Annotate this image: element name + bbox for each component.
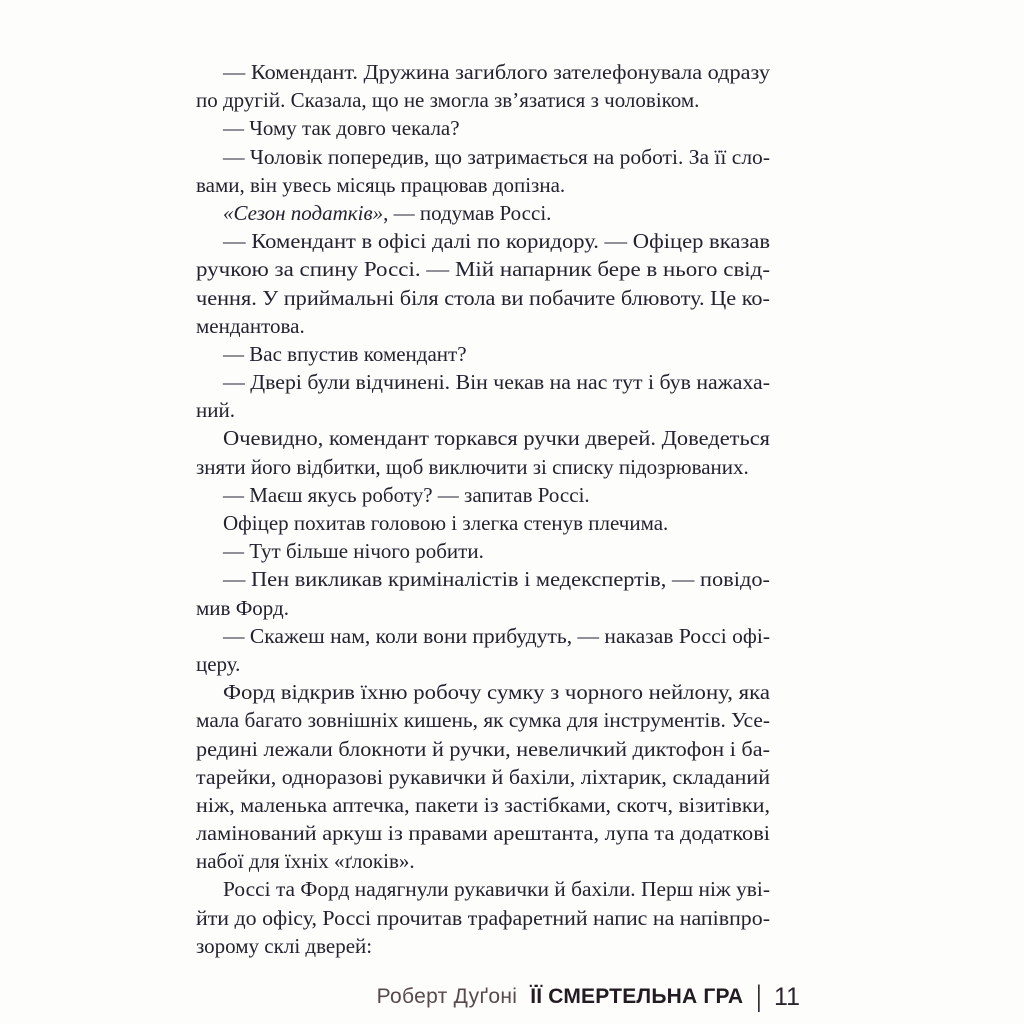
text-segment: набої для їхніх «ґлоків». [196, 849, 415, 874]
footer-book-title: ЇЇ СМЕРТЕЛЬНА ГРА [530, 985, 744, 1008]
italic-text-segment: «Сезон податків» [223, 200, 384, 225]
text-segment: редині лежали блокноти й ручки, невеличкий диктофон і ба- [196, 736, 770, 761]
text-line [196, 340, 770, 368]
text-line [196, 678, 770, 706]
text-line [196, 424, 770, 452]
text-segment: — Комендант. Дружина загиблого зателефонувала одразу [223, 60, 770, 84]
paragraph [196, 114, 770, 142]
paragraph [196, 565, 770, 621]
text-line [196, 368, 770, 396]
text-line [196, 819, 770, 847]
text-segment: мендантова. [196, 313, 305, 338]
text-segment: — Пен викликав криміналістів і медекспертів, — повідо- [223, 567, 770, 592]
text-segment: — Маєш якусь роботу? — запитав Россі. [223, 482, 590, 507]
text-segment: вами, він увесь місяць працював допізна. [196, 172, 566, 197]
text-segment: Россі та Форд надягнули рукавички й бахіли. Перш ніж уві- [223, 877, 770, 902]
text-line [196, 706, 770, 734]
text-segment: — Комендант в офісі далі по коридору. — Офіцер вказав [223, 229, 770, 254]
text-segment: ручкою за спину Россі. — Мій напарник бере в нього свід- [196, 257, 770, 282]
text-line [196, 255, 770, 283]
text-segment: церу. [196, 651, 241, 676]
paragraph [196, 537, 770, 565]
text-segment: Форд відкрив їхню робочу сумку з чорного нейлону, яка [223, 680, 770, 705]
text-segment: зорому склі дверей: [196, 933, 373, 958]
paragraph [196, 340, 770, 368]
text-line [196, 594, 770, 622]
paragraph [196, 509, 770, 537]
text-segment: мала багато зовнішніх кишень, як сумка для інструментів. Усе- [196, 708, 770, 733]
text-segment: по другій. Сказала, що не змогла зв’язатися з чоловіком. [196, 88, 700, 113]
paragraph [196, 199, 770, 227]
text-line [196, 227, 770, 255]
text-line [196, 396, 770, 424]
text-line [196, 875, 770, 903]
text-line [196, 791, 770, 819]
text-segment: — Двері були відчинені. Він чекав на нас тут і був нажаха- [223, 370, 770, 395]
text-line [196, 650, 770, 678]
text-line [196, 143, 770, 171]
text-line [196, 565, 770, 593]
text-segment: , — подумав Россі. [383, 200, 552, 225]
text-segment: мив Форд. [196, 595, 289, 620]
text-segment: — Чоловік попередив, що затримається на роботі. За її сло- [223, 144, 770, 169]
text-line [196, 284, 770, 312]
text-line [196, 171, 770, 199]
page-footer [377, 978, 800, 1016]
paragraph [196, 678, 770, 875]
paragraph [196, 368, 770, 424]
paragraph [196, 622, 770, 678]
text-line [196, 114, 770, 142]
paragraph [196, 875, 770, 960]
text-segment: зняти його відбитки, щоб виключити зі списку підозрюваних. [196, 454, 749, 479]
text-segment: ний. [196, 398, 235, 423]
text-segment: — Скажеш нам, коли вони прибудуть, — наказав Россі офі- [223, 623, 770, 648]
text-line [196, 509, 770, 537]
text-line [196, 86, 770, 114]
text-segment: тарейки, одноразові рукавички й бахіли, ліхтарик, складаний [196, 764, 770, 789]
footer-separator-bar: | [756, 980, 762, 1013]
text-segment: — Чому так довго чекала? [223, 116, 460, 141]
text-line [196, 312, 770, 340]
text-segment: Очевидно, комендант торкався ручки дверей. Доведеться [223, 426, 770, 451]
text-segment: ніж, маленька аптечка, пакети із застібками, скотч, візитівки, [196, 792, 770, 817]
text-line [196, 58, 770, 86]
text-line [196, 537, 770, 565]
text-line [196, 847, 770, 875]
text-segment: — Тут більше нічого робити. [223, 539, 484, 564]
text-line [196, 453, 770, 481]
text-segment: йти до офісу, Россі прочитав трафаретний напис на напівпро- [196, 905, 771, 930]
text-line [196, 904, 770, 932]
text-segment: — Вас впустив комендант? [223, 341, 467, 366]
text-segment: ламінований аркуш із правами арештанта, лупа та додаткові [196, 821, 770, 846]
text-line [196, 763, 770, 791]
text-segment: Офіцер похитав головою і злегка стенув плечима. [223, 511, 669, 535]
text-line [196, 481, 770, 509]
paragraph [196, 143, 770, 199]
text-line [196, 932, 770, 960]
paragraph [196, 481, 770, 509]
paragraph [196, 424, 770, 480]
text-line [196, 622, 770, 650]
text-line [196, 199, 770, 227]
footer-page-number: 11 [774, 982, 800, 1011]
paragraph [196, 227, 770, 340]
text-line [196, 735, 770, 763]
page-text-block [196, 58, 770, 960]
paragraph [196, 58, 770, 114]
footer-author: Роберт Дуґоні [376, 985, 518, 1008]
text-segment: чення. У приймальні біля стола ви побачите блювоту. Це ко- [196, 285, 770, 310]
